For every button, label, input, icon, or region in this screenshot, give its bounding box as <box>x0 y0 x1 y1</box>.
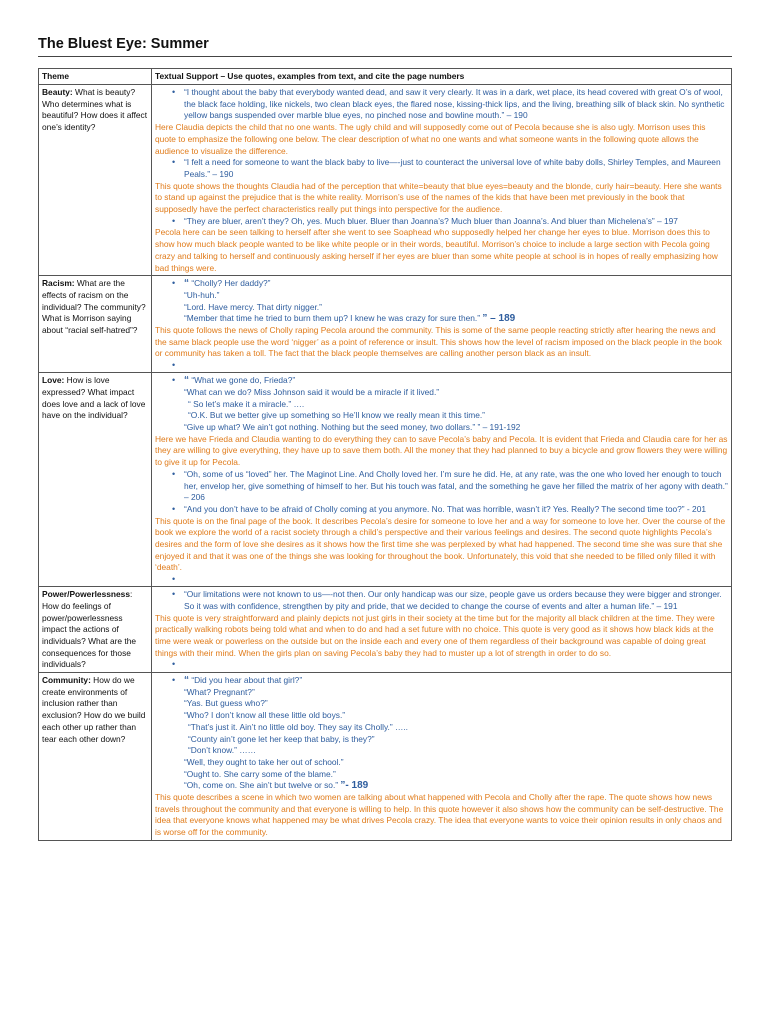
quote-text: “And you don’t have to be afraid of Cholly coming at you anymore. No. That was horrible, wasn’t it? Yes. Really? The second time too?” - 201 <box>184 503 707 514</box>
quote-text: “I felt a need for someone to want the black baby to live—-just to counteract the universal love of white baby dolls, Shirley Temples, and Maureen Peals.” – 190 <box>184 157 721 179</box>
bullet-icon: • <box>172 589 176 600</box>
theme-question: How do we create environments of inclusion rather than exclusion? How do we build each other up rather than tear each other down? <box>42 675 146 744</box>
quote-line: “Lord. Have mercy. That dirty nigger.” <box>184 301 322 312</box>
commentary: Here we have Frieda and Claudia wanting to do everything they can to save Pecola’s baby and Pecola. It is evident that Frieda and Claudia care for her as they are willing to give everything, they have up to save them both. All the money that they had planned to buy a bicycle and grow flowers they were willing to give it up for Pecola. <box>155 433 728 468</box>
theme-cell-community <box>39 673 152 841</box>
quote-text: “Did you hear about that girl?” <box>189 675 303 686</box>
support-cell-beauty <box>152 85 732 276</box>
bullet-icon: • <box>172 574 176 585</box>
quote-bullet <box>155 157 728 180</box>
quote-bullet <box>155 675 728 687</box>
quote-text: “Oh, come on. She ain’t but twelve or so.” <box>184 780 341 791</box>
quote-text: “They are bluer, aren’t they? Oh, yes. Much bluer. Bluer than Joanna’s? Much bluer than Joanna’s. And bluer than Michelena’s” – 197 <box>184 215 678 226</box>
quote-text: “Give up what? We ain’t got nothing. Nothing but the seed money, two dollars.” <box>184 421 478 432</box>
theme-cell-love <box>39 373 152 587</box>
quote-line <box>155 422 728 434</box>
commentary: Here Claudia depicts the child that no one wants. The ugly child and will supposedly come out of Pecola because she is also ugly. Morrison uses this quote to emphasize the following one below. The clear description of what no one wants and what someone wants in the following quote allows the audience to visualize the difference. <box>155 122 706 156</box>
bullet-icon: • <box>172 468 176 479</box>
bullet-icon: • <box>172 278 176 289</box>
theme-table <box>38 68 732 841</box>
bullet-icon: • <box>172 675 176 686</box>
quote-text: “I thought about the baby that everybody wanted dead, and saw it very clearly. It was in a dark, wet place, its head covered with great O’s of wool, the black face holding, like nickels, two clean black eyes, the flared nose, kissing-thick lips, and the living, breathing silk of black skin. No synthetic yellow bangs suspended over marble blue eyes, no pinched nose and bowline mouth.” – 190 <box>184 87 725 121</box>
quote-bullet <box>155 87 728 122</box>
theme-name: Beauty: <box>42 87 73 97</box>
commentary: This quote shows the thoughts Claudia had of the perception that white=beauty that blue eyes=beauty and the blonde, curly hair=beauty. Here she wants to stand up against the prejudice that is the white reality. Morrison’s use of the names of the kids that have been met previously in the book that supposedly have the perfect characteristics really put things into perspective for the audience. <box>155 180 722 215</box>
bullet-icon: • <box>172 360 176 371</box>
commentary: This quote is very straightforward and plainly depicts not just girls in their society at the time but for the majority all black children at the time. They were practically walking robots being told what and when to do and had a set future with no choice. This quote is very good as it shows how black kids at the time were weak or powerless on the outside but on the inside each and every one of them regardless of their background was capable of doing great things with their mind. When the girls plan on saving Pecola’s baby they had to muster up a lot of strength in order to do so. <box>155 612 715 658</box>
support-cell-racism <box>152 276 732 373</box>
header-theme: Theme <box>39 69 152 85</box>
quote-line: “Don’t know.” …… <box>188 745 256 756</box>
quote-line: “What can we do? Miss Johnson said it would be a miracle if it lived.” <box>184 386 440 397</box>
page-citation: ”- 189 <box>340 780 369 792</box>
page-citation: ” – 191-192 <box>477 421 521 432</box>
quote-bullet <box>155 589 728 612</box>
theme-question: : How do feelings of power/powerlessness impact the actions of individuals? What are the consequences for those individuals? <box>42 589 137 670</box>
theme-name: Power/Powerlessness <box>42 589 130 600</box>
table-row <box>39 276 732 373</box>
quote-text: “Our limitations were not known to us—-not then. Our only handicap was our size, people gave us orders because they were bigger and stronger. So it was with confidence, strengthen by pity and pride, that we decided to change the course of events and alter a human life.” – 191 <box>184 589 722 611</box>
table-row <box>39 587 732 673</box>
bullet-icon: • <box>172 215 176 226</box>
empty-bullet <box>155 659 728 670</box>
quote-open-mark: “ <box>184 675 189 687</box>
quote-line: “Uh-huh.” <box>184 289 220 300</box>
quote-bullet <box>155 278 728 290</box>
theme-question: How is love expressed? What impact does love and a lack of love have on the individual? <box>42 375 146 421</box>
quote-bullet <box>155 216 728 228</box>
quote-line: “That’s just it. Ain’t no little old boy. They say its Cholly.” ….. <box>188 721 409 732</box>
empty-bullet <box>155 574 728 585</box>
commentary: This quote follows the news of Cholly raping Pecola around the community. This is some of the same people reacting strictly after hearing the news and the same black people use the word ‘nigger’ as a point of reference or insult. This shows how the level of racism imposed on the black people in the book or community has taken a toll. The fact that the black people themselves are calling another person black as an insult. <box>155 325 722 359</box>
commentary: This quote is on the final page of the book. It describes Pecola’s desire for someone to love her and a way for someone to love her. Over the course of the book we explore the world of a racist society through a child’s perspective and their various feelings and desires. The second quote highlights Pecola’s desires and the form of love she desires as it shows how the first time she was perplexed by what had happened. The second time she was sure that she enjoyed it and that it was one of the things she was looking for throughout the book. Unfortunately, this void that she needed to be filled only filled it with ‘death’. <box>155 515 726 573</box>
theme-cell-racism <box>39 276 152 373</box>
table-row <box>39 85 732 276</box>
theme-question: What are the effects of racism on the individual? The community? What is Morrison saying about “racial self-hatred”? <box>42 278 146 336</box>
support-cell-love <box>152 373 732 587</box>
quote-bullet <box>155 504 728 516</box>
theme-cell-power <box>39 587 152 673</box>
bullet-icon: • <box>172 375 176 386</box>
quote-line: “Yas. But guess who?” <box>184 698 268 709</box>
support-cell-community <box>152 673 732 841</box>
theme-name: Racism: <box>42 278 75 289</box>
header-support: Textual Support – Use quotes, examples from text, and cite the page numbers <box>152 69 732 85</box>
quote-line: “ So let’s make it a miracle.” …. <box>188 398 305 409</box>
quote-bullet <box>155 375 728 387</box>
theme-cell-beauty <box>39 85 152 276</box>
table-row <box>39 373 732 587</box>
empty-bullet <box>155 360 728 371</box>
theme-name: Love: <box>42 375 65 386</box>
document-title: The Bluest Eye: Summer <box>38 36 209 52</box>
quote-text: “Member that time he tried to burn them up? I knew he was crazy for sure then.” <box>184 313 483 324</box>
quote-line: “What? Pregnant?” <box>184 686 255 697</box>
commentary: This quote describes a scene in which two women are talking about what happened with Pecola and Cholly after the rape. The quote shows how news travels throughout the community and that everyone is willing to help. In this quote however it also shows how the community can be self-destructive. The idea that everyone knows what happened may be what drives Pecola crazy. The idea that everyone wants to voice their opinion results in only chaos and is worse off for the community. <box>155 792 724 838</box>
quote-line <box>155 313 728 325</box>
page-citation: ” – 189 <box>482 313 516 325</box>
bullet-icon: • <box>172 157 176 168</box>
table-header-row <box>39 69 732 85</box>
quote-line: “O.K. But we better give up something so He’ll know we really mean it this time.” <box>188 410 485 421</box>
theme-name: Community: <box>42 675 91 686</box>
title-divider <box>38 56 732 57</box>
quote-line <box>155 780 728 792</box>
table-row <box>39 673 732 841</box>
quote-open-mark: “ <box>184 278 189 290</box>
bullet-icon: • <box>172 503 176 514</box>
quote-text: “Cholly? Her daddy?” <box>189 278 271 289</box>
quote-bullet <box>155 469 728 504</box>
commentary: Pecola here can be seen talking to herself after she went to see Soaphead who supposedly helped her change her eyes to blue. Morrison does this to show how much black people wanted to be like white people or in their words, beautiful. Morrison’s choice to include a large section with Pecola going crazy and talking to herself and continuously asking herself if her eyes are bluer than some white people at school is in hopes of really emphasizing how bad things were. <box>155 227 718 273</box>
quote-line: “Ought to. She carry some of the blame.” <box>184 768 336 779</box>
quote-line: “Well, they ought to take her out of school.” <box>184 756 344 767</box>
bullet-icon: • <box>172 659 176 670</box>
support-cell-power <box>152 587 732 673</box>
quote-text: “Oh, some of us “loved” her. The Maginot Line. And Cholly loved her. I’m sure he did. He, at any rate, was the one who loved her enough to touch her, envelop her, give something of himself to her. But his touch was fatal, and the something he gave her filled the matrix of her agony with death.” – 206 <box>184 468 728 503</box>
bullet-icon: • <box>172 87 176 97</box>
quote-open-mark: “ <box>184 375 189 387</box>
quote-line: “County ain’t gone let her keep that baby, is they?” <box>188 733 375 744</box>
quote-text: “What we gone do, Frieda?” <box>189 375 296 386</box>
theme-question: What is beauty? Who determines what is beautiful? How does it affect one’s identity? <box>42 87 148 133</box>
quote-line: “Who? I don’t know all these little old boys.” <box>184 710 346 721</box>
